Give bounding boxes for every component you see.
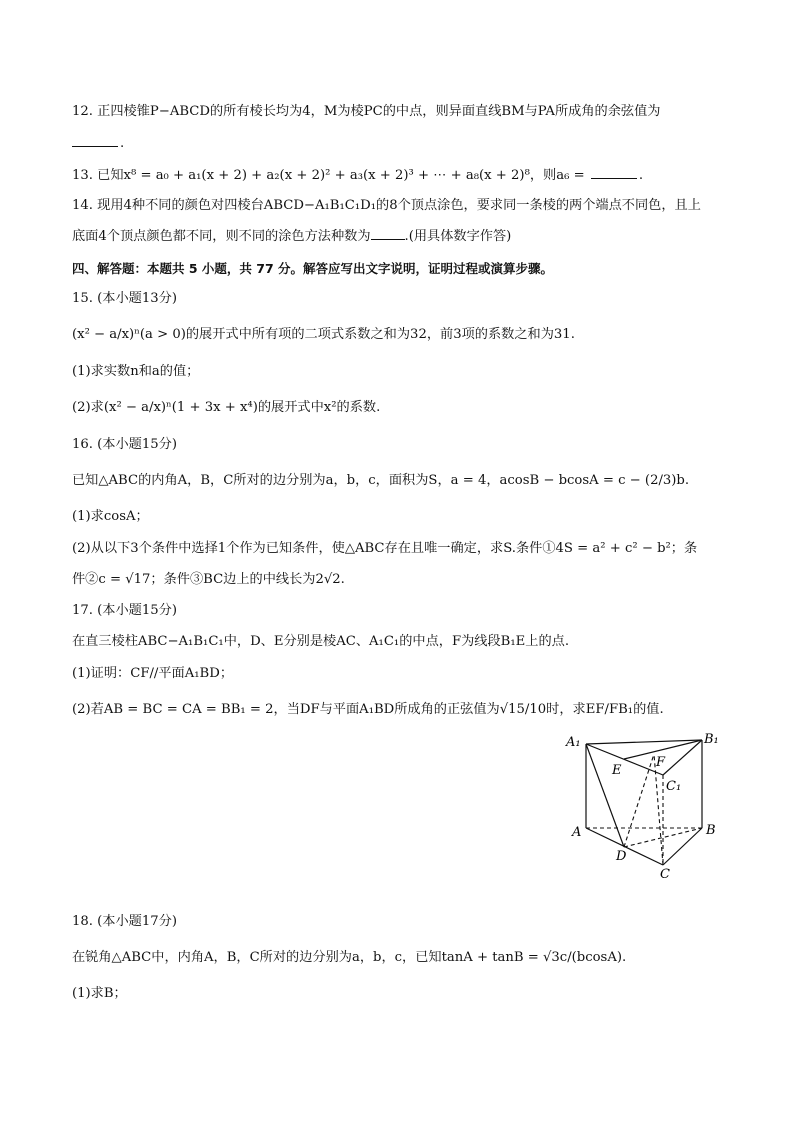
label-f: F — [656, 755, 666, 770]
section-heading-4: 四、解答题：本题共 5 小题，共 77 分。解答应写出文字说明，证明过程或演算步骤。 — [72, 261, 554, 276]
q18-header: 18. (本小题17分) — [72, 914, 177, 929]
edge-a1-c1 — [586, 744, 663, 775]
segment-c-f-hidden — [654, 754, 663, 865]
q15-header: 15. (本小题13分) — [72, 291, 177, 306]
q12-line1: 12. 正四棱锥P−ABCD的所有棱长均为4，M为棱PC的中点，则异面直线BM与PA所成角的余弦值为 — [72, 104, 661, 119]
q16-header: 16. (本小题15分) — [72, 437, 177, 452]
q15-part1: (1)求实数n和a的值； — [72, 364, 200, 379]
q16-part2-line2: 件②c = √17；条件③BC边上的中线长为2√2. — [72, 572, 345, 587]
q14-line1: 14. 现用4种不同的颜色对四棱台ABCD−A₁B₁C₁D₁的8个顶点涂色，要求同一条棱的两个端点不同色，且上 — [72, 198, 701, 213]
q15-stem: (x² − a/x)ⁿ(a > 0)的展开式中所有项的二项式系数之和为32，前3项的系数之和为31. — [72, 327, 575, 342]
q17-header: 17. (本小题15分) — [72, 603, 177, 618]
label-a: A — [572, 825, 582, 840]
q17-part2: (2)若AB = BC = CA = BB₁ = 2，当DF与平面A₁BD所成角的正弦值为√15/10时，求EF/FB₁的值. — [72, 702, 664, 717]
q14-line2-head: 底面4个顶点颜色都不同，则不同的涂色方法种数为 — [72, 229, 371, 244]
label-e: E — [612, 763, 622, 778]
q13-text: 13. 已知x⁸ = a₀ + a₁(x + 2) + a₂(x + 2)² + a₃(x + 2)³ + ⋯ + a₈(x + 2)⁸，则a₆ = — [72, 168, 585, 183]
edge-a1-b1 — [586, 740, 702, 744]
segment-d-f-hidden — [624, 754, 654, 847]
label-b1: B₁ — [704, 732, 719, 747]
label-b: B — [706, 823, 716, 838]
q16-stem: 已知△ABC的内角A，B，C所对的边分别为a，b，c，面积为S，a = 4，acosB − bcosA = c − (2/3)b. — [72, 473, 690, 488]
label-a1: A₁ — [566, 735, 581, 750]
q18-part1: (1)求B； — [72, 986, 127, 1001]
label-d: D — [616, 849, 627, 864]
q16-part2-line1: (2)从以下3个条件中选择1个作为已知条件，使△ABC存在且唯一确定，求S.条件①4S = a² + c² − b²；条 — [72, 541, 698, 556]
q12-period: . — [120, 136, 125, 151]
q12-line2 — [72, 134, 732, 154]
segment-d-b-hidden — [624, 828, 702, 847]
q14-line2 — [72, 227, 732, 247]
q17-part1: (1)证明：CF//平面A₁BD； — [72, 666, 234, 681]
q13-period: . — [638, 168, 644, 183]
q17-stem: 在直三棱柱ABC−A₁B₁C₁中，D、E分别是棱AC、A₁C₁的中点，F为线段B₁E上的点. — [72, 634, 570, 649]
answer-blank-q13[interactable] — [591, 166, 637, 179]
prism-figure — [560, 730, 730, 880]
answer-blank-q12[interactable] — [72, 134, 118, 147]
label-c: C — [660, 867, 670, 880]
q13-line — [72, 166, 732, 186]
label-c1: C₁ — [666, 779, 682, 794]
answer-blank-q14[interactable] — [371, 227, 405, 240]
segment-a1-d — [586, 744, 624, 847]
q16-part1: (1)求cosA； — [72, 509, 149, 524]
q18-stem: 在锐角△ABC中，内角A，B，C所对的边分别为a，b，c，已知tanA + tanB = √3c/(bcosA). — [72, 950, 627, 965]
q14-line2-tail: .(用具体数字作答) — [404, 229, 512, 244]
q15-part2: (2)求(x² − a/x)ⁿ(1 + 3x + x⁴)的展开式中x²的系数. — [72, 400, 381, 415]
edge-c-b — [663, 828, 702, 865]
